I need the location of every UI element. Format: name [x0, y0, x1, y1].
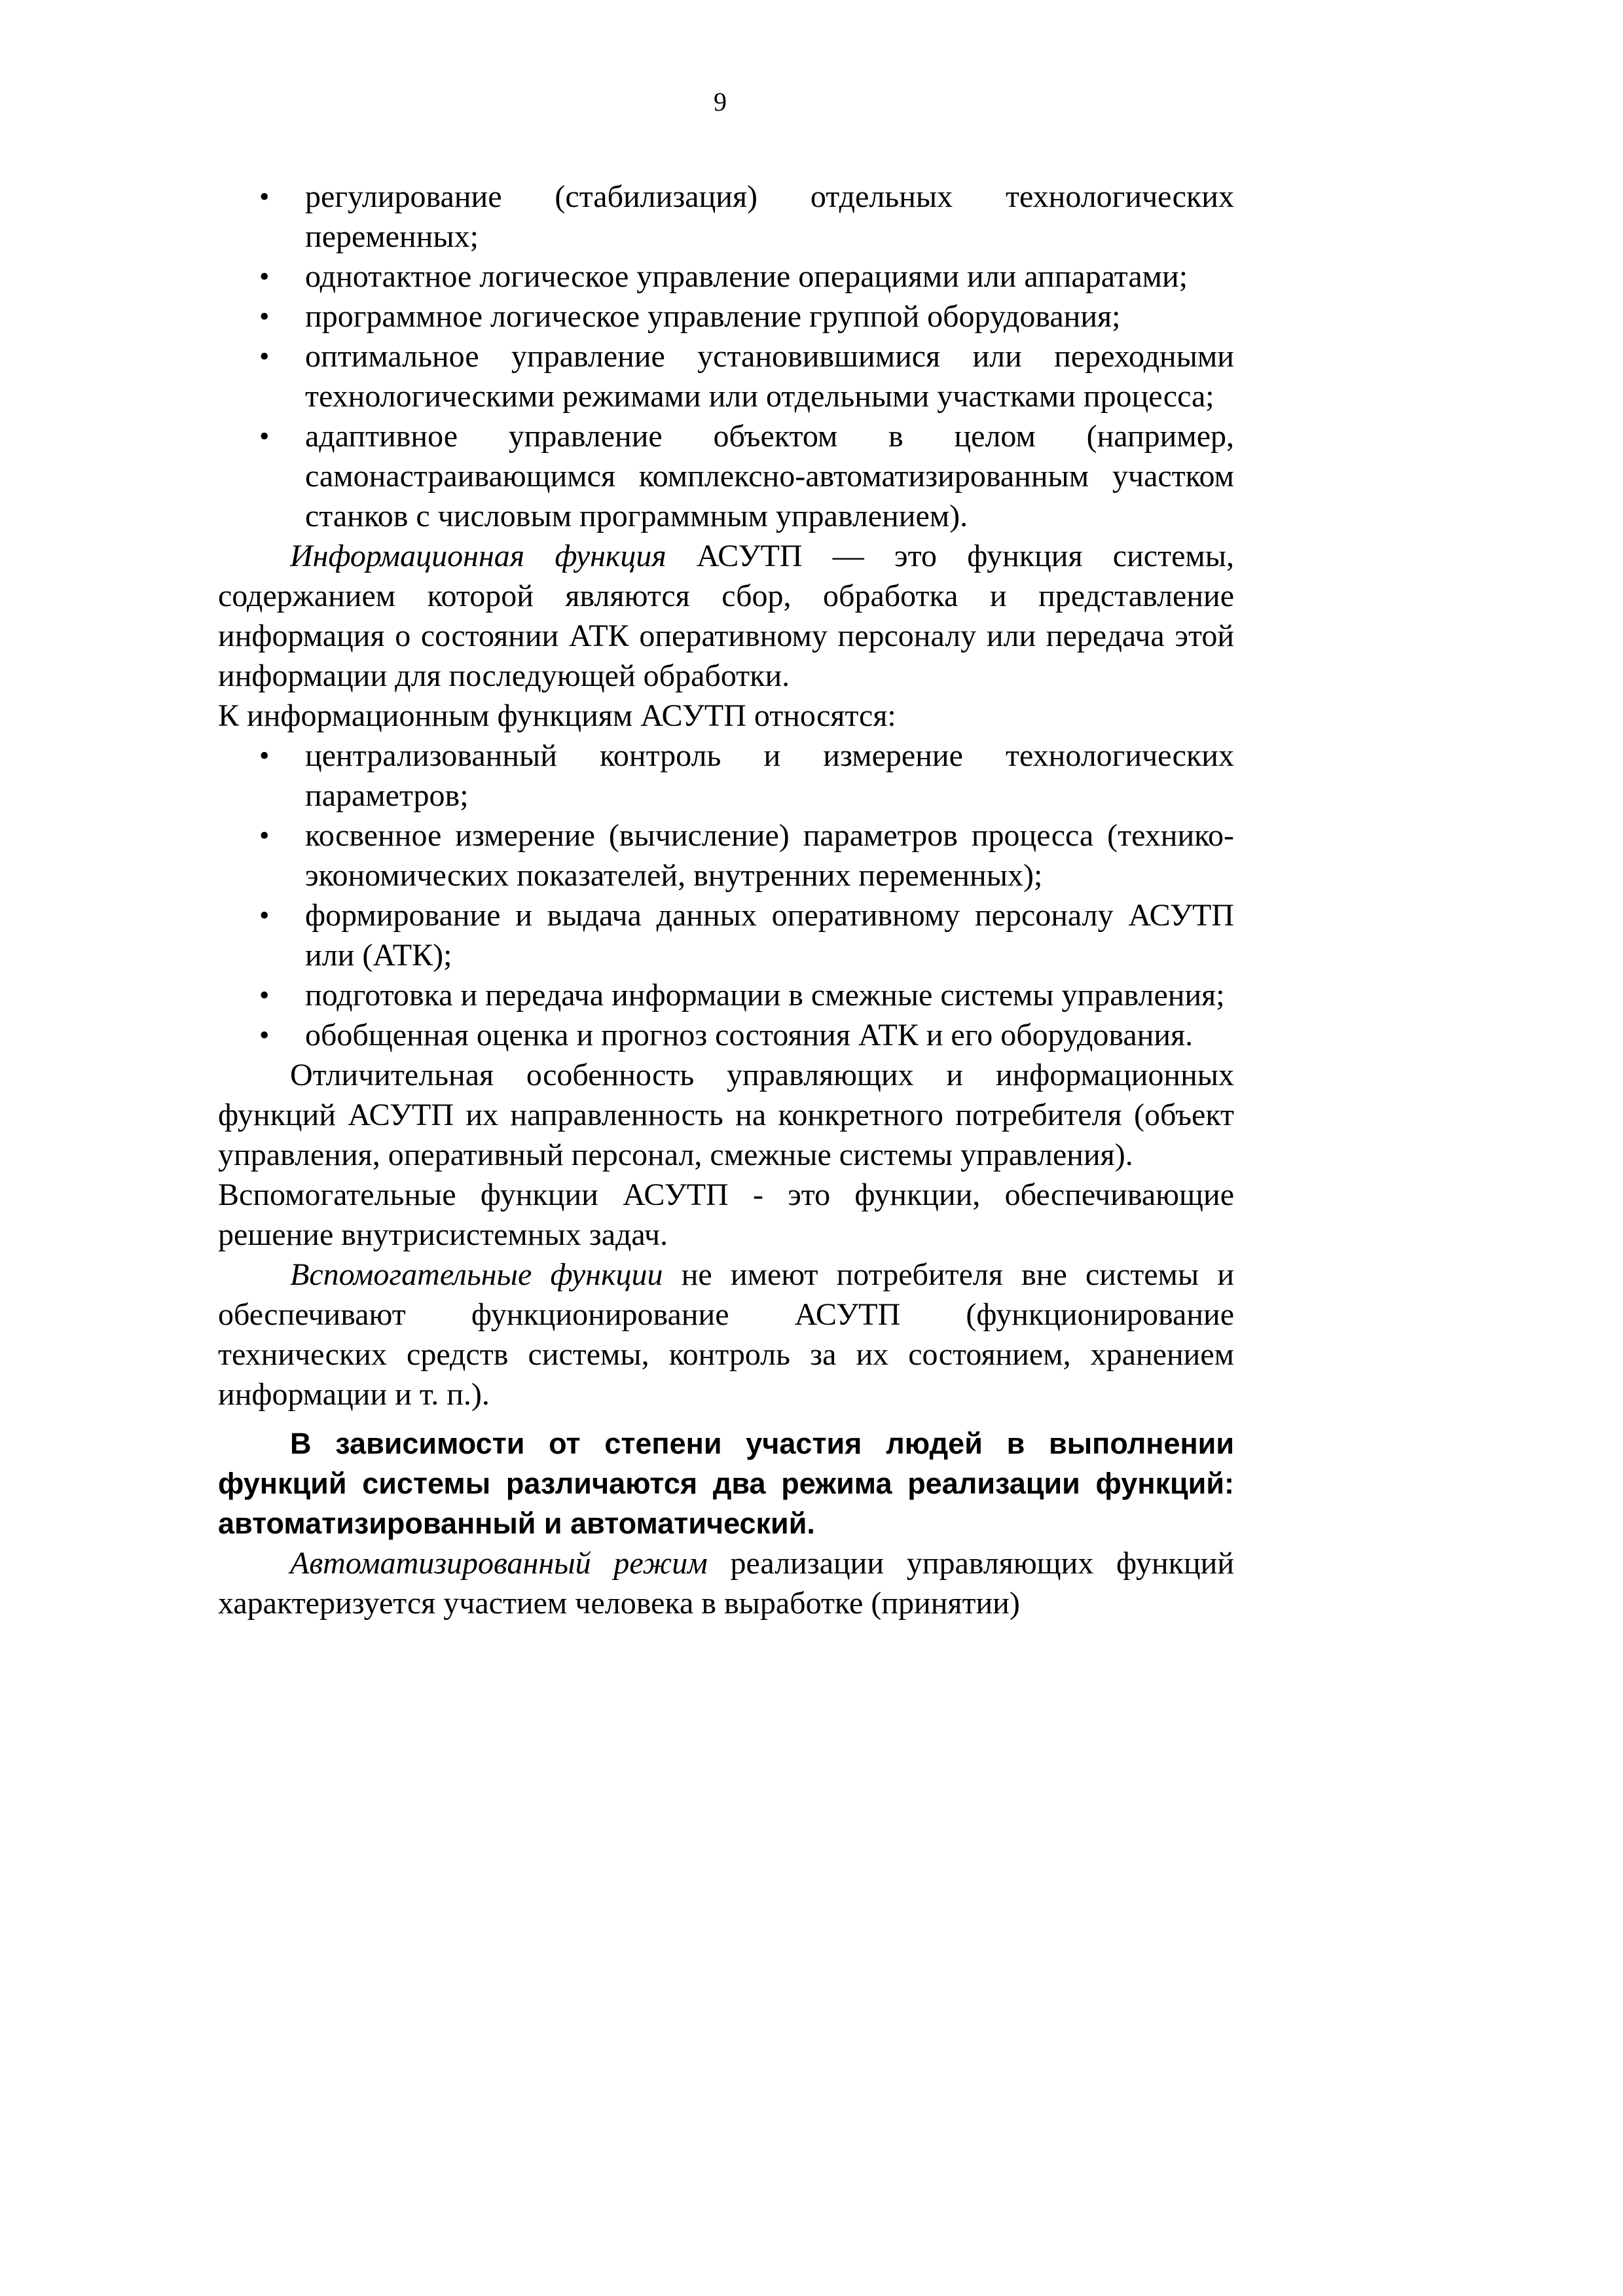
automated-mode-paragraph: Автоматизированный режим реализации управляющих функций характеризуется участием человека в выработке (принятии)	[218, 1546, 1235, 1621]
list-item: • централизованный контроль и измерение технологических параметров;	[305, 736, 1234, 816]
list-item: • однотактное логическое управление операциями или аппаратами;	[305, 257, 1234, 296]
auxiliary-functions-paragraph: Вспомогательные функции не имеют потребителя вне системы и обеспечивают функционирование АСУТП (функционирование технических средств системы, контроль за их состоянием, хранением информации и т. п.).	[218, 1257, 1235, 1412]
bullet-icon: •	[259, 1019, 270, 1051]
bullet-icon: •	[259, 979, 270, 1011]
bullet-icon: •	[259, 899, 270, 931]
list-item: • адаптивное управление объектом в целом (например, самонастраивающимся комплексно-автоматизированным участком станков с числовым программным управлением).	[305, 416, 1234, 536]
bullet-icon: •	[259, 181, 270, 213]
page-number: 9	[714, 87, 727, 117]
list-item: • обобщенная оценка и прогноз состояния АТК и его оборудования.	[305, 1015, 1234, 1055]
auxiliary-functions-term: Вспомогательные функции	[290, 1257, 663, 1292]
list-item: • подготовка и передача информации в смежные системы управления;	[305, 975, 1234, 1015]
info-function-term: Информационная функция	[290, 539, 666, 573]
bullet-icon: •	[259, 300, 270, 332]
list-item: • косвенное измерение (вычисление) параметров процесса (технико-экономических показателей, внутренних переменных);	[305, 816, 1234, 895]
list-item: • программное логическое управление группой оборудования;	[305, 296, 1234, 336]
page-body	[218, 177, 1234, 1623]
bullet-icon: •	[259, 340, 270, 372]
info-functions-intro: К информационным функциям АСУТП относятся:	[218, 698, 896, 733]
control-functions-list	[218, 177, 1234, 536]
list-item: • оптимальное управление установившимися или переходными технологическими режимами или отдельными участками процесса;	[305, 336, 1234, 416]
distinctive-feature-paragraph: Отличительная особенность управляющих и информационных функций АСУТП их направленность на конкретного потребителя (объект управления, оперативный персонал, смежные системы управления).	[218, 1058, 1234, 1172]
list-item: • регулирование (стабилизация) отдельных технологических переменных;	[305, 177, 1234, 257]
bullet-icon: •	[259, 740, 270, 772]
bullet-icon: •	[259, 819, 270, 852]
bullet-icon: •	[259, 420, 270, 452]
info-function-paragraph: Информационная функция АСУТП — это функция системы, содержанием которой являются сбор, обработка и представление информация о состоянии АТК оперативному персоналу или передача этой информации для последующей обработки.	[218, 539, 1235, 693]
info-functions-list	[218, 736, 1234, 1055]
auxiliary-definition-paragraph: Вспомогательные функции АСУТП - это функции, обеспечивающие решение внутрисистемных задач.	[218, 1177, 1234, 1252]
list-item: • формирование и выдача данных оперативному персоналу АСУТП или (АТК);	[305, 895, 1234, 975]
bullet-icon: •	[259, 260, 270, 293]
modes-paragraph: В зависимости от степени участия людей в выполнении функций системы различаются два режима реализации функций: автоматизированный и автоматический.	[218, 1427, 1234, 1540]
automated-mode-term: Автоматизированный режим	[290, 1546, 708, 1581]
